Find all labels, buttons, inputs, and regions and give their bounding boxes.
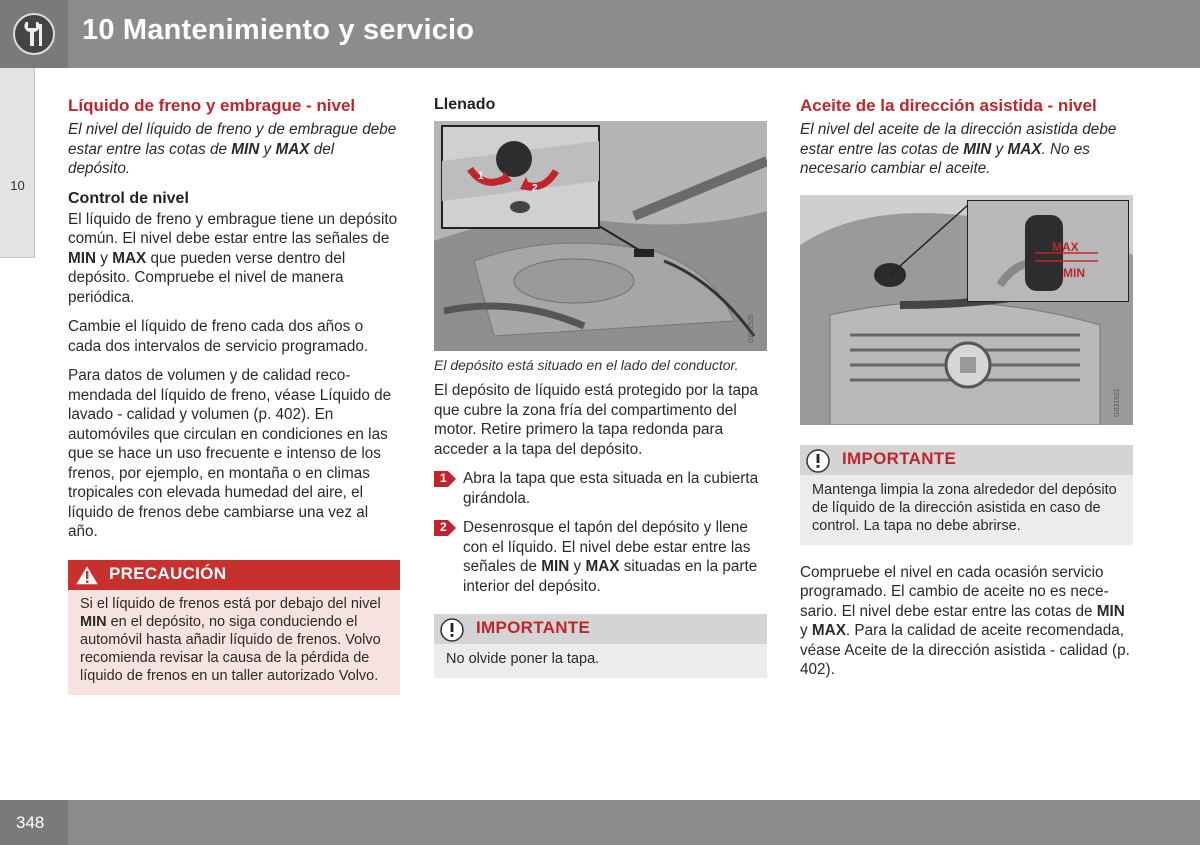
svg-text:1: 1 [478, 171, 484, 182]
chapter-title: 10 Mantenimiento y servicio [82, 14, 475, 46]
min-label: MIN [1063, 265, 1085, 280]
chapter-icon-box [0, 0, 68, 68]
engine-bay-photo-power-steering [800, 195, 1133, 425]
engine-illustration [434, 121, 767, 351]
important-box-filling [434, 614, 767, 678]
page-number: 348 [16, 813, 45, 832]
column-brake-fluid [68, 95, 400, 695]
chapter-side-tab [0, 68, 35, 258]
warning-box [68, 560, 400, 695]
power-steering-paragraph: Compruebe el nivel en cada ocasión servicio programado. El cambio de aceite no es necesario. El nivel debe estar entre las cotas de MIN y MAX. Para la calidad de aceite recomendada, véase Aceite de la dirección asistida - calidad (p. 402). [800, 563, 1130, 678]
chapter-header [0, 0, 1200, 68]
step-2: 2 Desenrosque el tapón del depósito y llene con el líquido. El nivel debe estar entre las señales de MIN y MAX situadas en la parte interior del depósito. [434, 518, 767, 596]
step-2-text: Desenrosque el tapón del depósito y llene con el líquido. El nivel debe estar entre las señales de MIN y MAX situadas en la parte interior del depósito. [463, 519, 758, 595]
power-steering-illustration [800, 195, 1133, 425]
important-body: No olvide poner la tapa. [446, 651, 600, 667]
figure-code: G031921 [1114, 387, 1121, 417]
step-number-badge-icon [434, 520, 456, 536]
column-filling [434, 95, 767, 678]
section-title-filling: Llenado [434, 96, 496, 113]
important-body: Mantenga limpia la zona alrededor del depósito de líquido de la dirección asistida en caso de control. La tapa no debe abrirse. [812, 481, 1117, 534]
filling-paragraph: El depósito de líquido está protegido por la tapa que cubre la zona fría del compartimento del motor. Retire primero la tapa redonda para acceder a la tapa del depósito. [434, 382, 759, 458]
power-steering-intro: El nivel del aceite de la dirección asistida debe estar entre las cotas de MIN y MAX. No es necesario cambiar el aceite. [800, 121, 1117, 177]
section-title-power-steering: Aceite de la dirección asistida - nivel [800, 96, 1097, 115]
brake-fluid-paragraph-3: Para datos de volumen y de calidad recomendada del líquido de freno, véase Líquido de lavado - calidad y volumen (p. 402). En automóviles que circulan en condiciones en las que se hace un uso frecuente e intenso de los frenos, por ejemplo, en montaña o en climas tropicales con elevada humedad del aire, el líquido de frenos debe cambiarse una vez al año. [68, 367, 392, 540]
warning-header [68, 560, 400, 590]
page-footer [0, 800, 1200, 845]
warning-title: PRECAUCIÓN [109, 563, 227, 583]
important-header [434, 614, 767, 644]
warning-triangle-icon [74, 564, 100, 586]
step-number-badge-icon [434, 471, 456, 487]
exclamation-icon [440, 618, 464, 642]
important-title: IMPORTANTE [842, 448, 957, 468]
brake-fluid-paragraph-2: Cambie el líquido de freno cada dos años o cada dos intervalos de servicio programado. [68, 318, 369, 355]
section-title-brake-fluid: Líquido de freno y embrague - nivel [68, 96, 356, 115]
max-label: MAX [1052, 239, 1079, 254]
svg-text:2: 2 [532, 183, 538, 194]
important-title: IMPORTANTE [476, 618, 591, 637]
wrench-screwdriver-icon [12, 12, 56, 56]
important-header [800, 445, 1133, 475]
warning-body: Si el líquido de frenos está por debajo del nivel MIN en el depósito, no siga conduciendo el automóvil hasta añadir líquido de frenos. Volvo recomienda revisar la causa de la pérdida de líquido de frenos en un taller autorizado Volvo. [80, 595, 381, 684]
page-number-box [0, 800, 68, 845]
chapter-side-tab-number: 10 [10, 178, 25, 193]
brake-fluid-intro: El nivel del líquido de freno y de embrague debe estar entre las cotas de MIN y MAX del depósito. [68, 121, 397, 177]
figure-caption: El depósito está situado en el lado del conductor. [434, 357, 739, 373]
exclamation-icon [806, 449, 830, 473]
column-power-steering [800, 95, 1133, 680]
step-1-text: Abra la tapa que esta situada en la cubierta girándola. [463, 470, 759, 507]
subtitle-level-check: Control de nivel [68, 189, 189, 207]
engine-bay-photo-reservoir [434, 121, 767, 351]
brake-fluid-paragraph-1: El líquido de freno y embrague tiene un depósito común. El nivel debe estar entre las señales de MIN y MAX que pueden verse dentro del depósito. Compruebe el nivel de manera periódica. [68, 210, 398, 306]
figure-code: G031920 [748, 314, 755, 343]
step-1: 1 Abra la tapa que esta situada en la cubierta girándola. [434, 469, 767, 508]
important-box-power-steering [800, 445, 1133, 545]
